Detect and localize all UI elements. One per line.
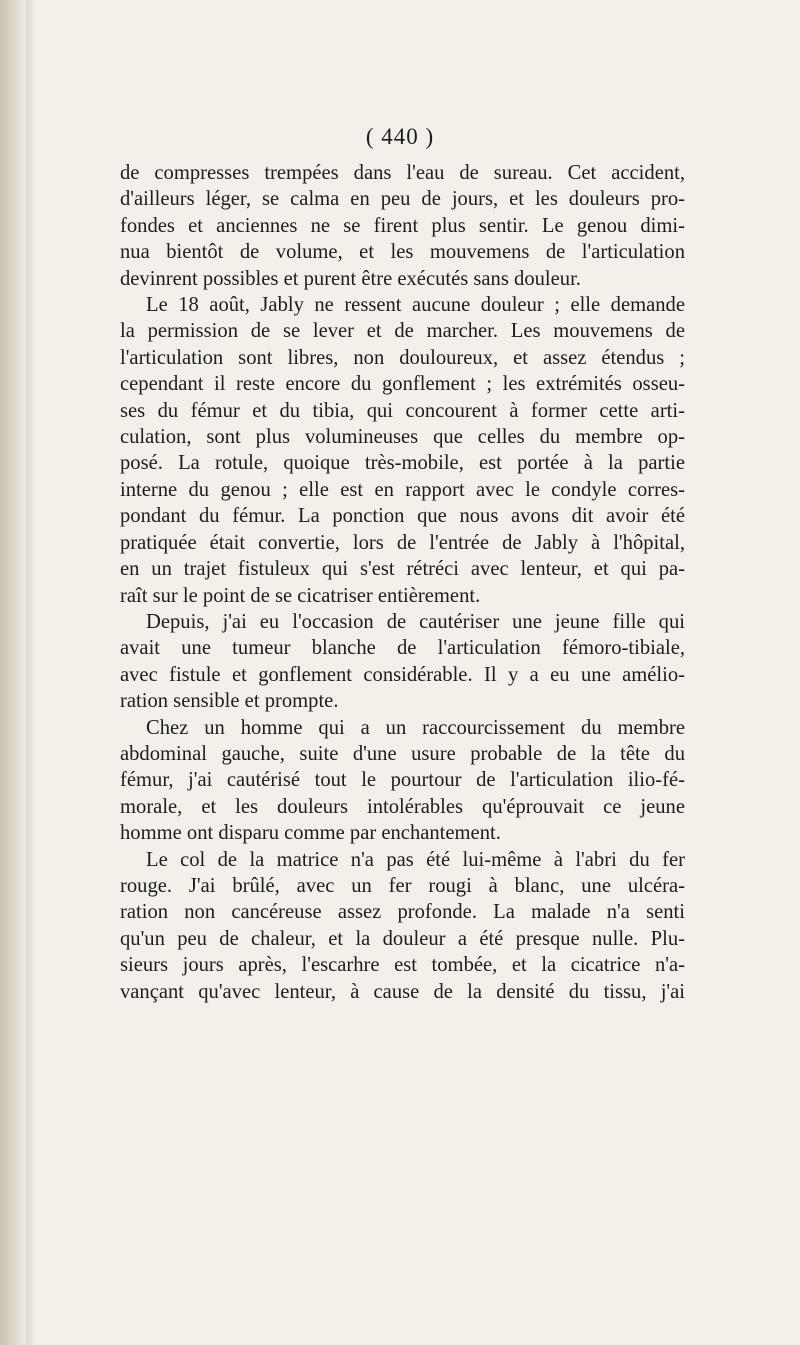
text-line: culation, sont plus volumineuses que celles du membre op-	[120, 426, 685, 449]
text-line: fémur, j'ai cautérisé tout le pourtour de l'articulation ilio-fé-	[120, 769, 685, 792]
page-binding-edge	[0, 0, 26, 1345]
text-line: Le 18 août, Jably ne ressent aucune douleur ; elle demande	[146, 294, 685, 317]
page-binding-shadow	[26, 0, 36, 1345]
text-line: en un trajet fistuleux qui s'est rétréci avec lenteur, et qui pa-	[120, 558, 685, 581]
text-line: avec fistule et gonflement considérable. Il y a eu une amélio-	[120, 663, 685, 686]
text-line: Le col de la matrice n'a pas été lui-même à l'abri du fer	[146, 848, 685, 871]
text-line: ration sensible et prompte.	[120, 690, 339, 713]
text-line: Chez un homme qui a un raccourcissement du membre	[146, 716, 685, 739]
text-line: sieurs jours après, l'escarhre est tombée, et la cicatrice n'a-	[120, 954, 685, 977]
text-line: posé. La rotule, quoique très-mobile, est portée à la partie	[120, 452, 685, 475]
text-line: homme ont disparu comme par enchantement.	[120, 822, 501, 845]
text-line: pratiquée était convertie, lors de l'entrée de Jably à l'hôpital,	[120, 531, 685, 554]
text-line: raît sur le point de se cicatriser entièrement.	[120, 584, 481, 607]
text-line: avait une tumeur blanche de l'articulation fémoro-tibiale,	[120, 637, 685, 660]
text-line: devinrent possibles et purent être exécutés sans douleur.	[120, 267, 581, 290]
text-line: ses du fémur et du tibia, qui concourent à former cette arti-	[120, 399, 685, 422]
text-line: cependant il reste encore du gonflement ; les extrémités osseu-	[120, 373, 685, 396]
text-line: abdominal gauche, suite d'une usure probable de la tête du	[120, 742, 685, 765]
text-line: de compresses trempées dans l'eau de sureau. Cet accident,	[120, 162, 685, 184]
text-line: rouge. J'ai brûlé, avec un fer rougi à blanc, une ulcéra-	[120, 874, 685, 897]
text-line: nua bientôt de volume, et les mouvemens de l'articulation	[120, 241, 685, 264]
text-line: ration non cancéreuse assez profonde. La malade n'a senti	[120, 901, 685, 924]
text-line: qu'un peu de chaleur, et la douleur a été presque nulle. Plu-	[120, 927, 685, 950]
text-line: d'ailleurs léger, se calma en peu de jours, et les douleurs pro-	[120, 188, 685, 211]
text-line: pondant du fémur. La ponction que nous avons dit avoir été	[120, 505, 685, 528]
text-line: la permission de se lever et de marcher. Les mouvemens de	[120, 320, 685, 343]
text-line: morale, et les douleurs intolérables qu'éprouvait ce jeune	[120, 795, 685, 818]
text-line: l'articulation sont libres, non douloureux, et assez étendus ;	[120, 346, 685, 369]
body-text	[120, 160, 685, 1005]
text-line: vançant qu'avec lenteur, à cause de la densité du tissu, j'ai	[120, 980, 685, 1003]
page-number-header: ( 440 )	[365, 124, 435, 149]
text-line: fondes et anciennes ne se firent plus sentir. Le genou dimi-	[120, 214, 685, 237]
text-line: Depuis, j'ai eu l'occasion de cautériser une jeune fille qui	[146, 610, 685, 633]
text-line: interne du genou ; elle est en rapport avec le condyle corres-	[120, 478, 685, 501]
